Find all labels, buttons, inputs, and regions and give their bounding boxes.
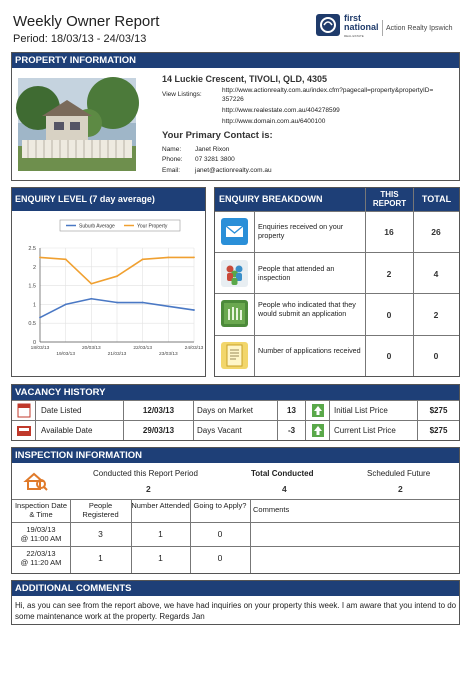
inspection-registered: 3 <box>98 529 103 539</box>
x-tick-label: 18/03/13 <box>30 346 50 351</box>
arrow-up-icon <box>306 401 330 420</box>
inspection-apply: 0 <box>217 553 223 563</box>
data-point <box>167 305 169 307</box>
property-address: 14 Luckie Crescent, TIVOLI, QLD, 4305 <box>162 74 328 84</box>
data-point <box>116 275 118 277</box>
x-tick-label: 22/03/13 <box>133 346 153 351</box>
future-value: 2 <box>398 484 403 494</box>
data-point <box>65 304 67 306</box>
available-date: 29/03/13 <box>124 421 194 440</box>
inspection-apply: 0 <box>217 529 223 539</box>
inspection-section <box>11 447 460 574</box>
conducted-label: Conducted this Report Period <box>93 469 198 478</box>
report-header <box>0 0 471 50</box>
contact-name-label: Name: <box>162 146 182 153</box>
chart-svg <box>16 218 204 368</box>
inspection-date: 19/03/13 <box>26 525 56 534</box>
breakdown-label: Number of applications received <box>258 346 361 355</box>
data-point <box>39 317 41 319</box>
x-tick-label: 19/03/13 <box>56 352 76 357</box>
breakdown-total: 2 <box>433 310 439 320</box>
days-vacant-label: Days Vacant <box>194 421 278 440</box>
inspection-time: @ 11:00 AM <box>20 534 62 543</box>
breakdown-row <box>215 335 459 376</box>
calendar-icon <box>12 401 36 420</box>
house-search-icon <box>24 471 48 491</box>
breakdown-row <box>215 211 459 252</box>
enquiry-level-title: ENQUIRY LEVEL (7 day average) <box>12 188 205 211</box>
breakdown-title: ENQUIRY BREAKDOWN <box>215 188 365 211</box>
breakdown-this: 16 <box>384 227 394 237</box>
inspection-title: INSPECTION INFORMATION <box>12 448 459 463</box>
inspection-attended: 1 <box>158 553 163 563</box>
calendar-icon <box>12 421 36 440</box>
vacancy-section <box>11 384 460 441</box>
contact-phone: 07 3281 3800 <box>195 156 235 163</box>
hand-icon <box>221 300 248 327</box>
contact-name: Janet Rixon <box>195 146 230 153</box>
table-divider <box>12 499 459 500</box>
listings-label: View Listings: <box>162 91 202 98</box>
data-point <box>90 298 92 300</box>
current-price: $275 <box>429 426 448 435</box>
brand-name <box>344 14 384 32</box>
brand-name-line2: national <box>344 22 379 32</box>
data-point <box>167 257 169 259</box>
col-header-attended: Number Attended <box>131 501 190 510</box>
legend-label: Suburb Average <box>79 223 115 230</box>
y-tick-label: 1.5 <box>28 283 36 290</box>
breakdown-label: People who indicated that they would submit an application <box>258 300 356 318</box>
breakdown-total: 4 <box>433 269 439 279</box>
y-tick-label: 1 <box>32 302 36 309</box>
listing-link-3[interactable]: http://www.domain.com.au/6400100 <box>222 118 326 125</box>
col-header-registered: People Registered <box>82 501 119 519</box>
col-header-comments: Comments <box>253 505 290 514</box>
brand-sub: REAL ESTATE <box>344 34 364 38</box>
brand-name-line1: first <box>344 13 362 23</box>
available-date-label: Available Date <box>36 421 124 440</box>
contact-email[interactable]: janet@actionrealty.com.au <box>195 167 272 174</box>
property-photo <box>18 78 136 171</box>
enquiry-breakdown-section <box>214 187 460 377</box>
vacancy-row <box>12 400 459 420</box>
property-section <box>11 52 460 181</box>
people-icon <box>221 260 248 287</box>
col-header-apply: Going to Apply? <box>193 501 247 510</box>
total-value: 4 <box>282 484 287 494</box>
breakdown-row <box>215 293 459 335</box>
breakdown-col-this: THIS REPORT <box>365 188 413 211</box>
arrow-up-icon <box>306 421 330 440</box>
data-point <box>65 258 67 260</box>
breakdown-row <box>215 252 459 293</box>
y-tick-label: 0 <box>32 340 36 346</box>
breakdown-total: 0 <box>433 351 439 361</box>
data-point <box>193 309 195 311</box>
table-divider <box>12 522 459 523</box>
comments-title: ADDITIONAL COMMENTS <box>12 581 459 596</box>
legend-label: Your Property <box>137 223 168 230</box>
table-divider <box>12 546 459 547</box>
listing-link-1-cont[interactable]: 357226 <box>222 96 244 103</box>
email-icon <box>221 218 248 245</box>
contact-phone-label: Phone: <box>162 156 183 163</box>
current-price-label: Current List Price <box>330 421 418 440</box>
col-header-date: Inspection Date & Time <box>14 501 68 519</box>
contact-heading: Your Primary Contact is: <box>162 130 273 141</box>
initial-price: $275 <box>429 406 448 415</box>
breakdown-this: 0 <box>386 351 392 361</box>
x-tick-label: 20/03/13 <box>81 346 101 351</box>
listing-link-1[interactable]: http://www.actionrealty.com.au/index.cfm?pagecall=property&propertyID= <box>222 87 434 94</box>
report-title: Weekly Owner Report <box>13 13 160 30</box>
y-tick-label: 2 <box>32 264 36 271</box>
enquiry-level-section <box>11 187 206 377</box>
listing-link-2[interactable]: http://www.realestate.com.au/404278599 <box>222 107 340 114</box>
data-point <box>116 302 118 304</box>
vacancy-title: VACANCY HISTORY <box>12 385 459 400</box>
inspection-time: @ 11:20 AM <box>20 558 62 567</box>
document-icon <box>221 342 248 369</box>
inspection-registered: 1 <box>98 553 103 563</box>
total-label: Total Conducted <box>251 469 314 478</box>
days-vacant: -3 <box>278 421 306 440</box>
contact-email-label: Email: <box>162 167 181 174</box>
date-listed-label: Date Listed <box>36 401 124 420</box>
data-point <box>142 258 144 260</box>
brand-logo <box>316 14 462 42</box>
conducted-value: 2 <box>146 484 151 494</box>
comments-section <box>11 580 460 625</box>
future-label: Scheduled Future <box>367 469 431 478</box>
date-listed: 12/03/13 <box>124 401 194 420</box>
breakdown-total: 26 <box>431 227 441 237</box>
data-point <box>193 257 195 259</box>
breakdown-label: Enquiries received on your property <box>258 222 344 240</box>
x-tick-label: 21/03/13 <box>107 352 127 357</box>
y-tick-label: 0.5 <box>28 321 36 328</box>
brand-office: Action Realty Ipswich <box>386 25 453 32</box>
breakdown-this: 0 <box>386 310 392 320</box>
table-divider <box>250 499 251 573</box>
breakdown-this: 2 <box>386 269 392 279</box>
y-tick-label: 2.5 <box>28 246 36 252</box>
enquiry-level-chart <box>16 218 204 368</box>
brand-mark-icon <box>316 14 340 36</box>
breakdown-col-total: TOTAL <box>413 188 459 211</box>
breakdown-label: People that attended an inspection <box>258 264 335 282</box>
brand-divider <box>382 20 383 36</box>
x-tick-label: 23/03/13 <box>158 352 178 357</box>
comments-text: Hi, as you can see from the report above, we have had inquiries on your property this week. I am aware that you intend to do some maintenance work at the property. Regards Jan <box>15 601 457 621</box>
initial-price-label: Initial List Price <box>330 401 418 420</box>
report-period: Period: 18/03/13 - 24/03/13 <box>13 33 147 45</box>
data-point <box>142 302 144 304</box>
inspection-attended: 1 <box>158 529 163 539</box>
data-point <box>39 257 41 259</box>
vacancy-row <box>12 420 459 440</box>
property-section-title: PROPERTY INFORMATION <box>12 53 459 68</box>
x-tick-label: 24/03/13 <box>184 346 204 351</box>
inspection-date: 22/03/13 <box>26 549 56 558</box>
data-point <box>90 283 92 285</box>
days-on-market-label: Days on Market <box>194 401 278 420</box>
days-on-market: 13 <box>278 401 306 420</box>
